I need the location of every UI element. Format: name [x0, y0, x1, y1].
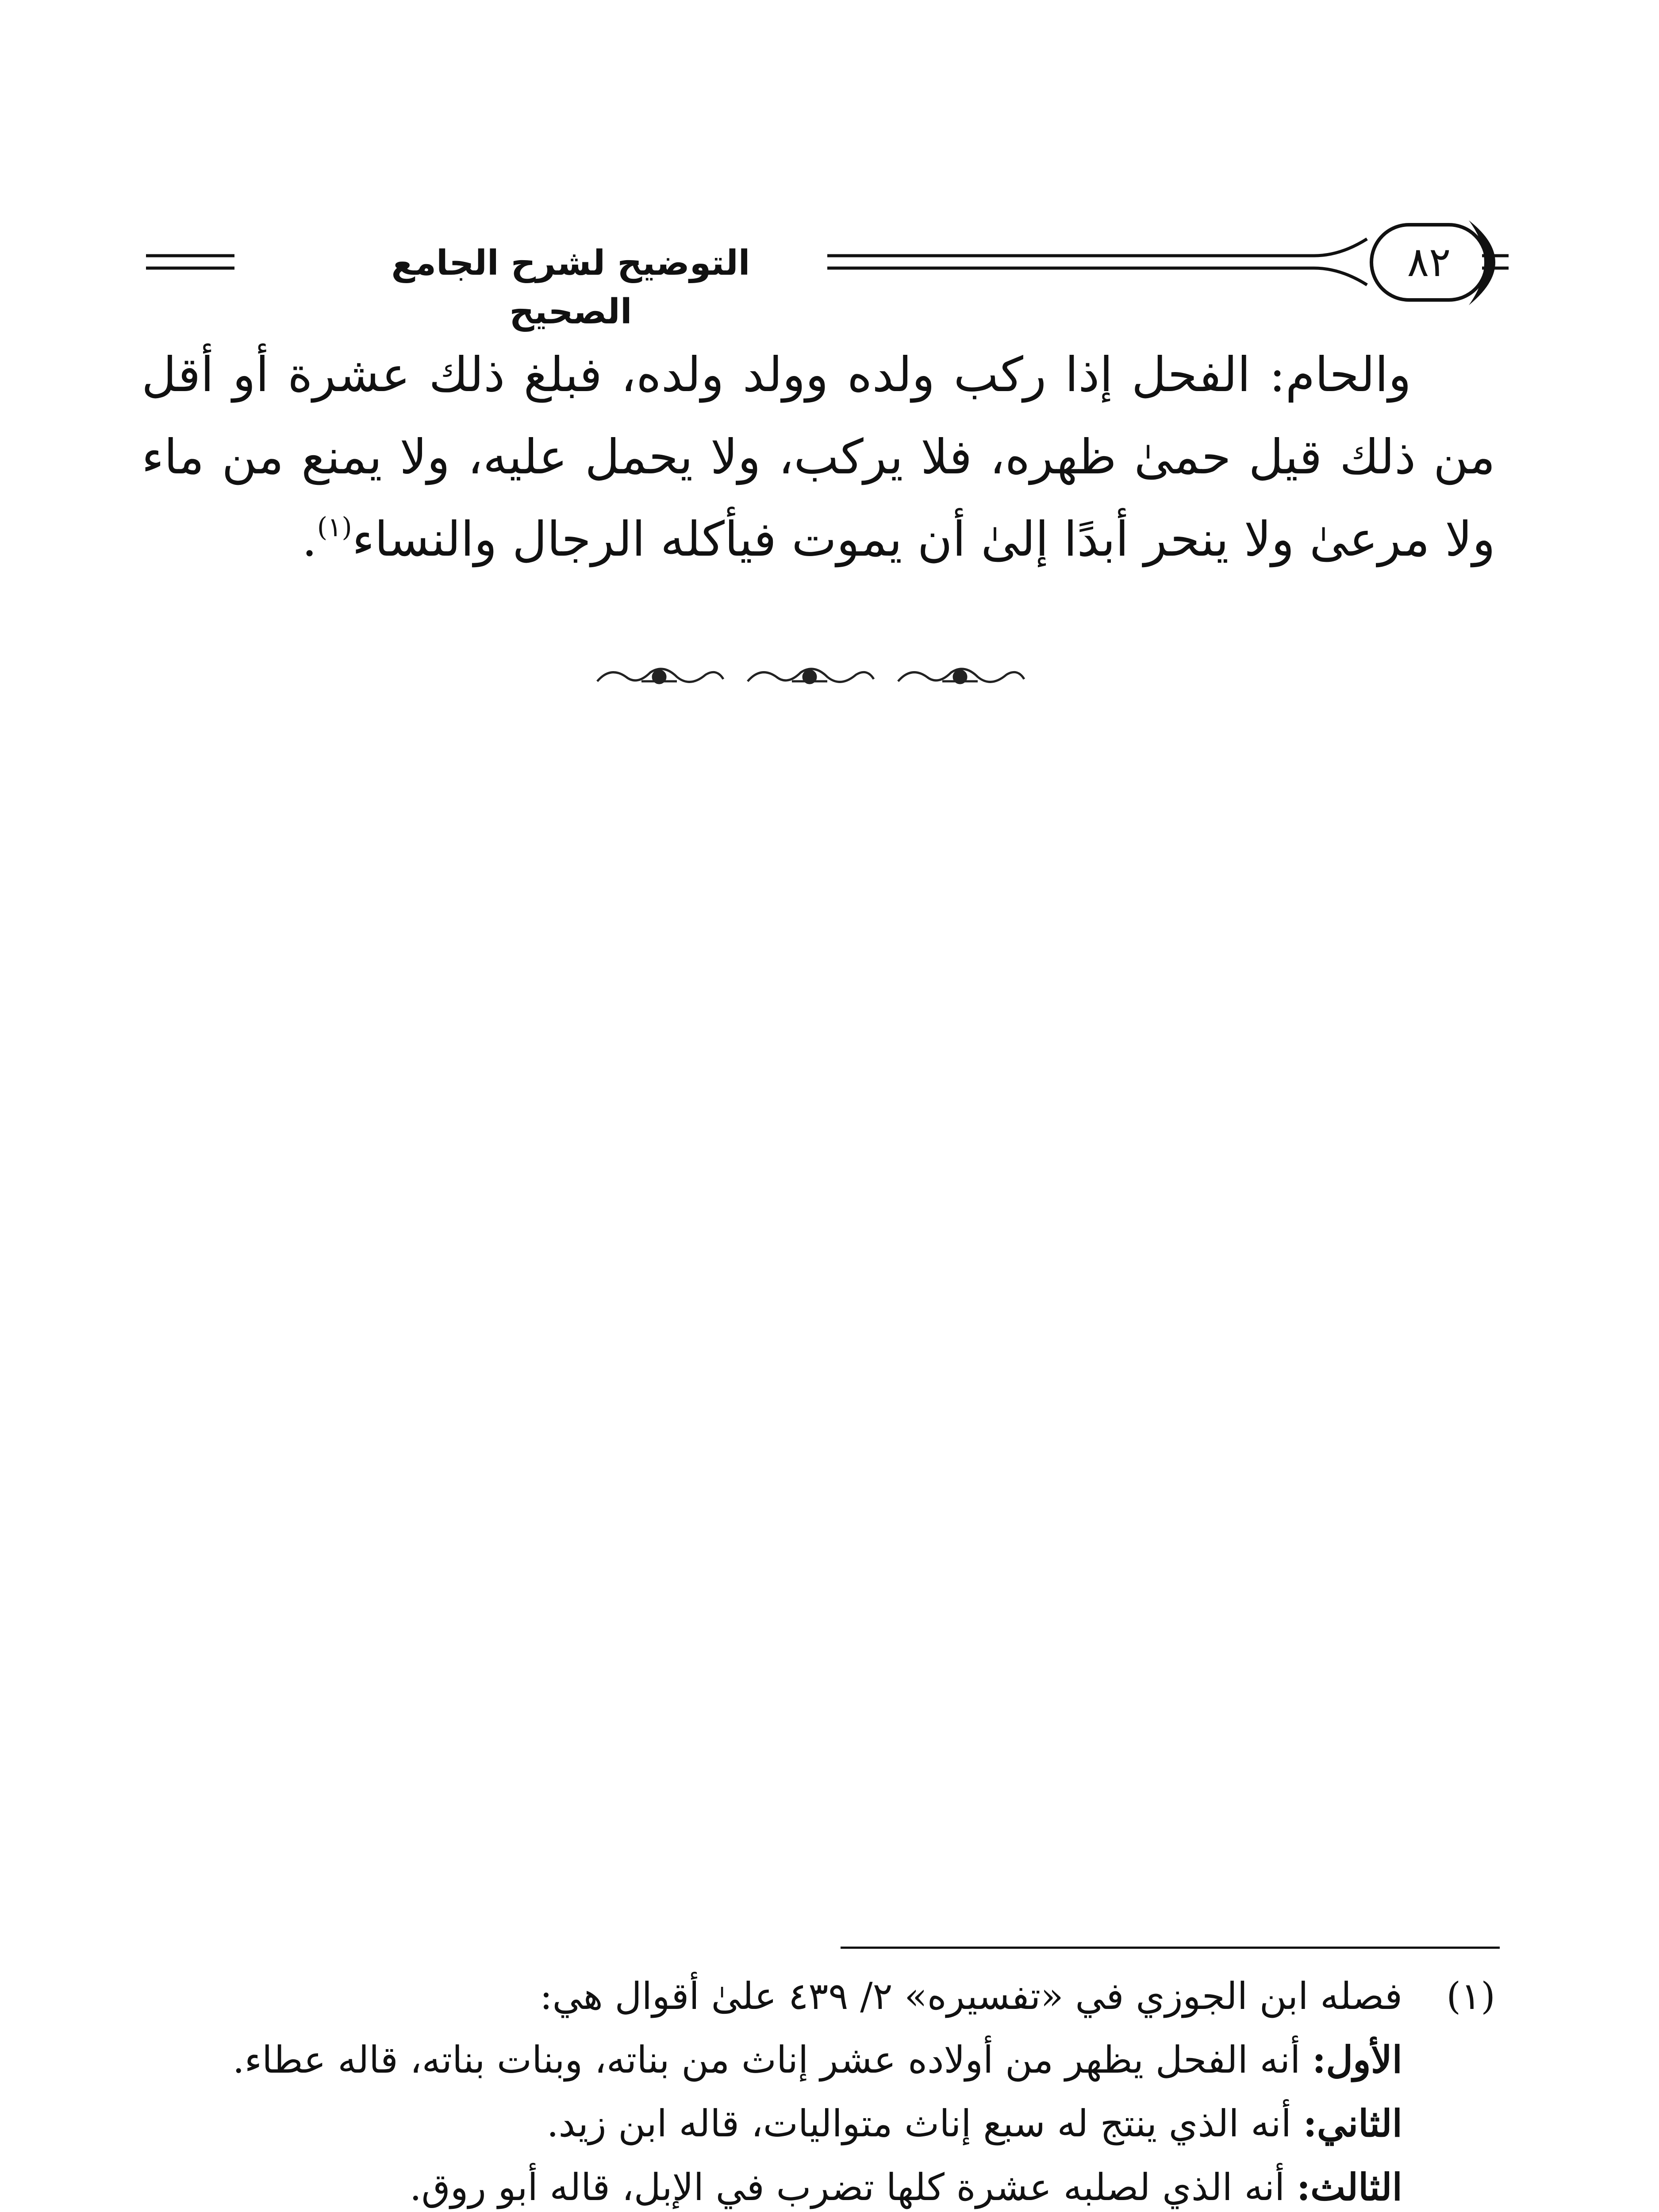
footnote-intro-line — [142, 1964, 1495, 2028]
footnote-item — [142, 2155, 1495, 2212]
footnote-intro: فصله ابن الجوزي في «تفسيره» ٢/ ٤٣٩ علىٰ أقوال هي: — [540, 1974, 1402, 2018]
footnote-item-term: الثاني: — [1303, 2101, 1402, 2145]
page-header — [146, 212, 1509, 332]
footnote-item-text: أنه الفحل يظهر من أولاده عشر إناث من بناته، وبنات بناته، قاله عطاء. — [232, 2038, 1313, 2081]
page-number: ٨٢ — [1407, 238, 1451, 286]
footnote-item — [142, 2028, 1495, 2092]
footnote-item-text: أنه الذي ينتج له سبع إناث متواليات، قاله ابن زيد. — [546, 2102, 1303, 2145]
paragraph-end-punctuation: . — [302, 512, 317, 567]
footnote-item — [142, 2092, 1495, 2155]
footnote-reference: (١) — [317, 512, 352, 543]
footnote-item-term: الثالث: — [1297, 2165, 1402, 2209]
paragraph-text: والحام: الفحل إذا ركب ولده وولد ولده، فبلغ ذلك عشرة أو أقل من ذلك قيل حمىٰ ظهره، فلا يركب، ولا يحمل عليه، ولا يمنع من ماء ولا مرعىٰ ولا ينحر أبدًا إلىٰ أن يموت فيأكله الرجال والنساء — [142, 347, 1495, 567]
running-title: التوضيح لشرح الجامع الصحيح — [314, 239, 827, 336]
footnote-item-text: أنه الذي لصلبه عشرة كلها تضرب في الإبل، قاله أبو روق. — [409, 2166, 1297, 2209]
footnote-separator — [841, 1947, 1500, 1949]
footnotes — [142, 1964, 1495, 2212]
footnote-item-term: الأول: — [1312, 2038, 1402, 2081]
footnote-marker: (١) — [1446, 1974, 1495, 2018]
main-paragraph — [142, 334, 1495, 581]
section-end-ornament-icon — [588, 659, 1031, 695]
